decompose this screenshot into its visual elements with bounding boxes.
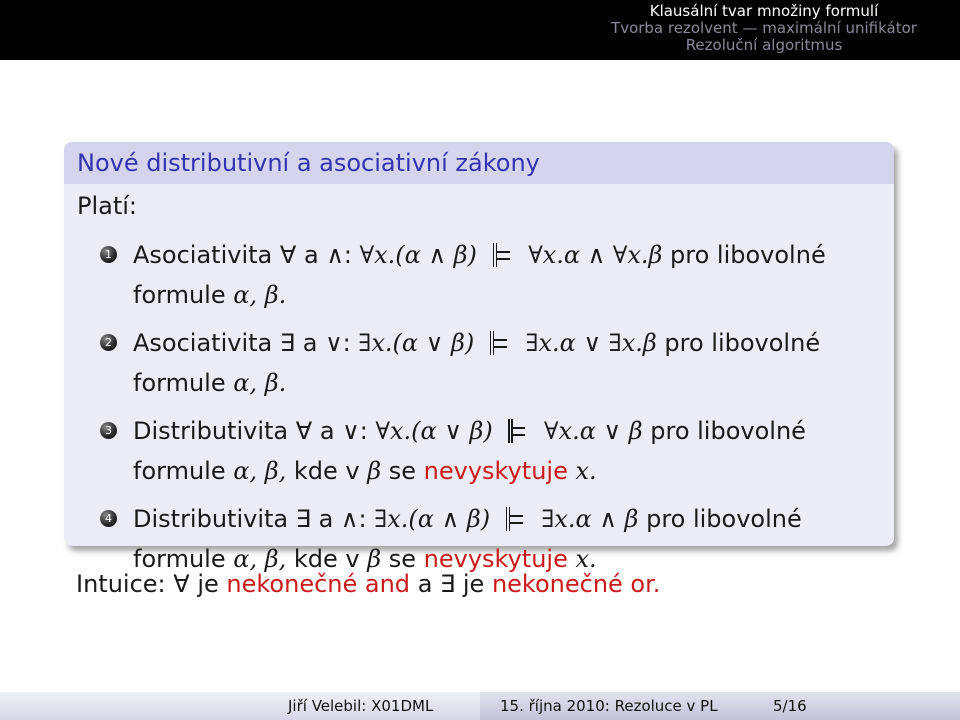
quantifier-symbol: ∀	[295, 417, 313, 445]
block-body	[64, 188, 894, 579]
condition-text: kde v	[293, 545, 360, 573]
nav-item-rezolucni-algoritmus[interactable]: Rezoluční algoritmus	[685, 36, 843, 54]
line-prefix: formule	[133, 545, 226, 573]
condition-verb: se	[388, 457, 417, 485]
colon: :	[359, 417, 368, 445]
list-item	[76, 411, 882, 491]
formula-lhs: ∃x.(α ∧ β)	[374, 505, 491, 533]
formula-variable: x.	[575, 545, 597, 573]
header-bar	[0, 0, 960, 60]
quantifier-symbol: ∃	[279, 329, 296, 357]
equivalence-icon	[491, 243, 511, 267]
nav-item-tvorba-rezolvent[interactable]: Tvorba rezolvent — maximální unifikátor	[611, 19, 917, 37]
footer-author: Jiří Velebil: X01DML	[288, 697, 434, 715]
footer-bar	[0, 692, 960, 720]
footer-date-title: 15. října 2010: Rezoluce v PL	[500, 697, 718, 715]
item-line-1	[133, 235, 882, 275]
item-line-2	[133, 275, 882, 315]
formula-rhs: ∀x.α ∨ β	[544, 417, 643, 445]
nav-item-klausalni-tvar[interactable]: Klausální tvar množiny formulí	[649, 2, 879, 20]
conjunction-word: a	[417, 570, 433, 598]
item-number-ball: 4	[100, 510, 117, 527]
item-line-1	[133, 499, 882, 539]
law-name: Distributivita	[133, 505, 289, 533]
list-item	[76, 235, 882, 315]
colon: :	[342, 329, 351, 357]
conjunction-word: a	[318, 505, 334, 533]
law-name: Asociativita	[133, 241, 273, 269]
formula-lhs: ∀x.(α ∧ β)	[359, 241, 477, 269]
formula-vars: α, β,	[233, 457, 287, 485]
law-name: Asociativita	[133, 329, 273, 357]
line-tail: pro libovolné	[670, 241, 826, 269]
theorem-block	[64, 142, 894, 573]
line-tail: pro libovolné	[664, 329, 821, 357]
quantifier-symbol: ∃	[295, 505, 311, 533]
block-intro: Platí:	[77, 192, 138, 220]
footer-right	[480, 692, 960, 720]
colon: :	[343, 241, 352, 269]
conjunction-word: a	[302, 329, 318, 357]
equivalence-icon	[488, 331, 508, 355]
formula-vars: α, β,	[233, 545, 287, 573]
conjunction-word: a	[319, 417, 335, 445]
highlight-nekonecne-and: nekonečné and	[226, 570, 411, 598]
formula-vars: α, β.	[233, 281, 287, 309]
highlight-nevyskytuje: nevyskytuje	[423, 545, 568, 573]
operator-symbol: ∧	[340, 505, 359, 533]
condition-verb: se	[388, 545, 417, 573]
section-nav	[594, 3, 934, 54]
line-tail: pro libovolné	[650, 417, 806, 445]
formula-beta: β	[367, 457, 382, 485]
law-name: Distributivita	[133, 417, 289, 445]
item-number-ball: 1	[100, 246, 117, 263]
line-prefix: formule	[133, 457, 226, 485]
line-tail: pro libovolné	[646, 505, 802, 533]
item-line-1	[133, 323, 882, 363]
footer-page-number: 5/16	[773, 697, 807, 715]
forall-symbol: ∀	[173, 570, 190, 598]
intuition-line	[76, 566, 660, 602]
formula-lhs: ∃x.(α ∨ β)	[358, 329, 475, 357]
formula-rhs: ∃x.α ∨ ∃x.β	[525, 329, 657, 357]
conjunction-word: a	[303, 241, 319, 269]
line-prefix: formule	[133, 369, 226, 397]
formula-beta: β	[367, 545, 382, 573]
formula-rhs: ∃x.α ∧ β	[541, 505, 639, 533]
block-title: Nové distributivní a asociativní zákony	[64, 142, 894, 184]
item-line-2	[133, 451, 882, 491]
equivalence-icon	[504, 507, 524, 531]
highlight-nevyskytuje: nevyskytuje	[423, 457, 568, 485]
line-prefix: formule	[133, 281, 226, 309]
intuition-label: Intuice:	[76, 570, 166, 598]
list-item	[76, 323, 882, 403]
formula-variable: x.	[575, 457, 597, 485]
formula-vars: α, β.	[233, 369, 287, 397]
item-number-ball: 3	[100, 422, 117, 439]
footer-left	[0, 692, 480, 720]
quantifier-symbol: ∀	[279, 241, 297, 269]
highlight-nekonecne-or: nekonečné or.	[491, 570, 661, 598]
item-number-ball: 2	[100, 334, 117, 351]
operator-symbol: ∧	[326, 241, 344, 269]
operator-symbol: ∨	[325, 329, 343, 357]
je-word: je	[197, 570, 219, 598]
colon: :	[358, 505, 367, 533]
exists-symbol: ∃	[440, 570, 456, 598]
formula-lhs: ∀x.(α ∨ β)	[375, 417, 493, 445]
item-line-1	[133, 411, 882, 451]
operator-symbol: ∨	[342, 417, 360, 445]
equivalence-icon	[506, 419, 526, 443]
condition-text: kde v	[293, 457, 360, 485]
je-word: je	[462, 570, 485, 598]
formula-rhs: ∀x.α ∧ ∀x.β	[528, 241, 663, 269]
item-line-2	[133, 363, 882, 403]
